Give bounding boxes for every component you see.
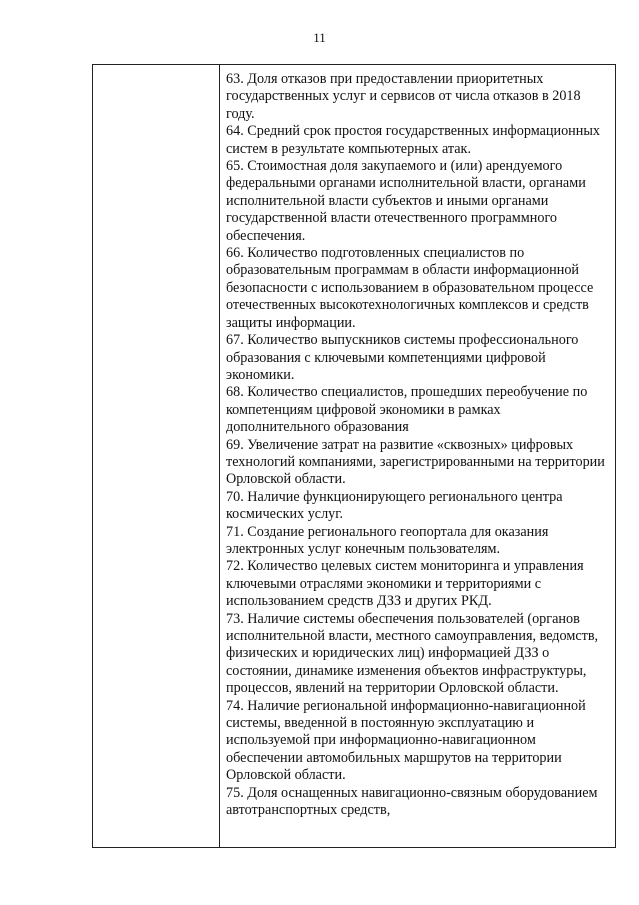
indicator-item-75: 75. Доля оснащенных навигационно-связным оборудованием автотранспортных средств, [226, 784, 598, 819]
indicator-item-69: 69. Увеличение затрат на развитие «сквозных» цифровых технологий компаниями, зарегистрированными на территории Орловской области. [226, 436, 605, 488]
indicator-item-65: 65. Стоимостная доля закупаемого и (или) арендуемого федеральными органами исполнительной власти, органами исполнительной власти субъектов и иными органами государственной власти отечественного программного обеспечения. [226, 158, 586, 244]
indicator-item-63: 63. Доля отказов при предоставлении приоритетных государственных услуг и сервисов от числа отказов в 2018 году. [226, 71, 581, 122]
indicator-item-74: 74. Наличие региональной информационно-навигационной системы, введенной в постоянную эксплуатацию и используемой при информационно-навигационном обеспечении автомобильных маршрутов на территории Орловской области. [226, 697, 586, 784]
table-right-cell [220, 65, 615, 847]
indicator-item-67: 67. Количество выпускников системы профессионального образования с ключевыми компетенциями цифровой экономики. [226, 332, 579, 383]
indicator-item-66: 66. Количество подготовленных специалистов по образовательным программам в области информационной безопасности с использованием в образовательном процессе отечественных высокотехнологичных комплексов и средств защиты информации. [226, 245, 594, 331]
table-left-cell [93, 65, 220, 847]
page-number: 11 [313, 30, 326, 45]
indicator-item-71: 71. Создание регионального геопортала для оказания электронных услуг конечным пользователям. [226, 523, 549, 557]
indicator-item-64: 64. Средний срок простоя государственных информационных систем в результате компьютерных атак. [226, 123, 600, 157]
indicator-item-72: 72. Количество целевых систем мониторинга и управления ключевыми отраслями экономики и территориями с использованием средств ДЗЗ и других РКД. [226, 558, 584, 610]
indicators-table [92, 64, 616, 848]
indicator-item-70: 70. Наличие функционирующего регионального центра космических услуг. [226, 488, 563, 523]
indicator-item-68: 68. Количество специалистов, прошедших переобучение по компетенциям цифровой экономики в рамках дополнительного образования [226, 384, 588, 436]
indicator-item-73: 73. Наличие системы обеспечения пользователей (органов исполнительной власти, местного самоуправления, ведомств, физических и юридических лиц) информацией ДЗЗ о состоянии, динамике изменения объектов инфраструктуры, процессов, явлений на территории Орловской области. [226, 610, 599, 697]
